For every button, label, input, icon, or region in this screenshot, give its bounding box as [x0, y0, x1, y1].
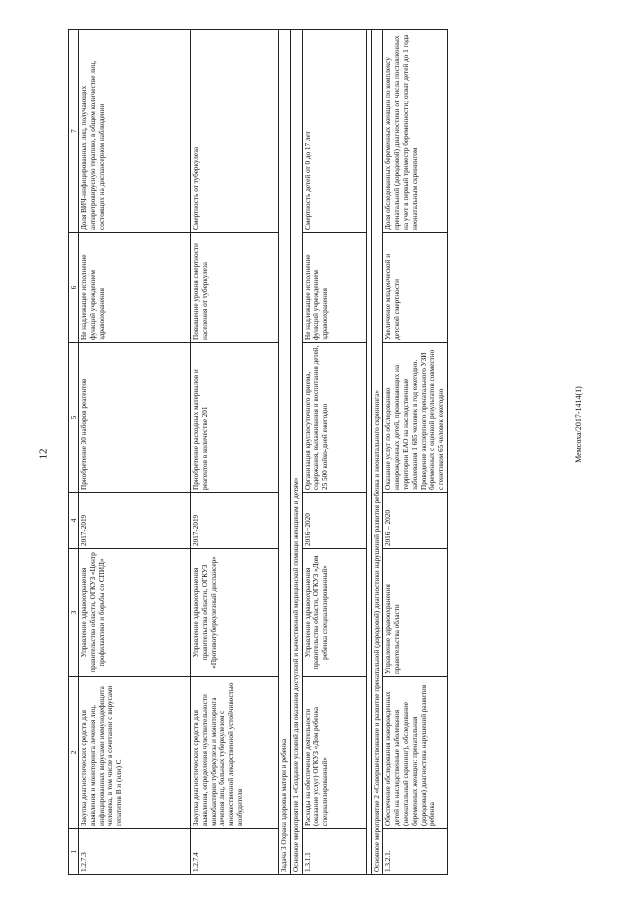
section-row	[290, 30, 302, 875]
section-row	[279, 30, 291, 875]
table-row	[383, 30, 447, 875]
task-3-heading: Задача 3 Охрана здоровья матери и ребенка	[279, 30, 291, 875]
expected-result: Организация круглосуточного приема, содержания, выхаживания и воспитания детей, 25 500 койко-дней ежегодно	[302, 343, 366, 493]
consequence: Повышение уровня смертности населения от туберкулеза	[191, 233, 279, 343]
measure-name: Закупка диагностических средств для выявления и мониторинга лечения лиц, инфицированных вирусами иммунодефицита человека, в том числе в сочетании с вирусами гепатитов В и (или) С	[79, 677, 191, 829]
responsible-executor: Управление здравоохранения правительства области, ОГКУЗ «Центр профилактики и борьбы со СПИД»	[79, 549, 191, 677]
col-header-5: 5	[69, 343, 79, 493]
rotated-table-wrapper	[68, 30, 446, 875]
measure-name: Расходы на обеспечение деятельности (оказание услуг) ОГКУЗ «Дом ребенка специализированный»	[302, 677, 366, 829]
indicator: Смертность от туберкулеза	[191, 30, 279, 233]
column-number-row	[69, 30, 79, 875]
expected-result: Приобретение 30 наборов реагентов	[79, 343, 191, 493]
main-measure-2-heading: Основное мероприятие 2 «Совершенствование и развитие пренатальной (дородовой) диагностики нарушений развития ребенка и неонатального скрининга»	[371, 30, 383, 875]
col-header-6: 6	[69, 233, 79, 343]
page-number: 12	[37, 448, 50, 460]
row-number: 1.3.1.1	[302, 829, 366, 875]
col-header-4: 4	[69, 493, 79, 549]
implementation-period: 2017-2019	[191, 493, 279, 549]
document-code: Мемсоха/2017-1414(1)	[573, 386, 583, 463]
main-measure-1-heading: Основное мероприятие 1 «Создание условий для оказания доступной и качественной медицинской помощи женщинам и детям»	[290, 30, 302, 875]
col-header-7: 7	[69, 30, 79, 233]
implementation-period: 2017-2019	[79, 493, 191, 549]
row-number: 1.2.7.4	[191, 829, 279, 875]
table-row	[191, 30, 279, 875]
expected-result: Оказание услуг по обследованию новорожденных детей, проживающих на территории ЕАО на наследственные заболевания 1 685 человек в год ежегодно. Проведение экспертного пренатального УЗИ беременных с оценкой результатов совместно с генетиком 65 человек ежегодно	[383, 343, 447, 493]
section-row	[371, 30, 383, 875]
table-row	[302, 30, 366, 875]
responsible-executor: Управление здравоохранения правительства области, ОГКУЗ «Противотуберкулезный диспансер»	[191, 549, 279, 677]
implementation-period: 2016 – 2020	[383, 493, 447, 549]
indicator: Доля ВИЧ-инфицированных лиц, получающих антиретровирусную терапию, в общем количестве лиц, состоящих на диспансерном наблюдении	[79, 30, 191, 233]
row-number: 1.3.2.1.	[383, 829, 447, 875]
consequence: Не надлежащее исполнение функций учреждением здравоохранения	[79, 233, 191, 343]
expected-result: Приобретение расходных материалов и реагентов в количестве 201	[191, 343, 279, 493]
responsible-executor: Управление здравоохранения правительства области	[383, 549, 447, 677]
row-number: 1.2.7.3	[79, 829, 191, 875]
consequence: Не надлежащее исполнение функций учреждением здравоохранения	[302, 233, 366, 343]
col-header-3: 3	[69, 549, 79, 677]
measure-name: Закупка диагностических средств для выявления, определения чувствительности микобактерии туберкулеза и мониторинга лечения лиц, больных туберкулезом с множественной лекарственной устойчивостью возбудителя	[191, 677, 279, 829]
measure-name: Обеспечение обследования новорожденных детей на наследственные заболевания (неонатальный скрининг), обследование беременных женщин: пренатальная (дородовая) диагностика нарушений развития ребенка	[383, 677, 447, 829]
program-measures-table	[68, 29, 448, 875]
table-row	[79, 30, 191, 875]
responsible-executor: Управление здравоохранения правительства области, ОГКУЗ «Дом ребенка специализированный»	[302, 549, 366, 677]
consequence: Увеличение младенческой и детской смертности	[383, 233, 447, 343]
col-header-2: 2	[69, 677, 79, 829]
indicator: Доля обследованных беременных женщин по комплексу пренатальной (дородовой) диагностики от числа поставленных на учет в первый триместр беременности; охват детей до 1 года неонатальным скринингом	[383, 30, 447, 233]
implementation-period: 2016−2020	[302, 493, 366, 549]
indicator: Смертность детей от 0 до 17 лет	[302, 30, 366, 233]
col-header-1: 1	[69, 829, 79, 875]
